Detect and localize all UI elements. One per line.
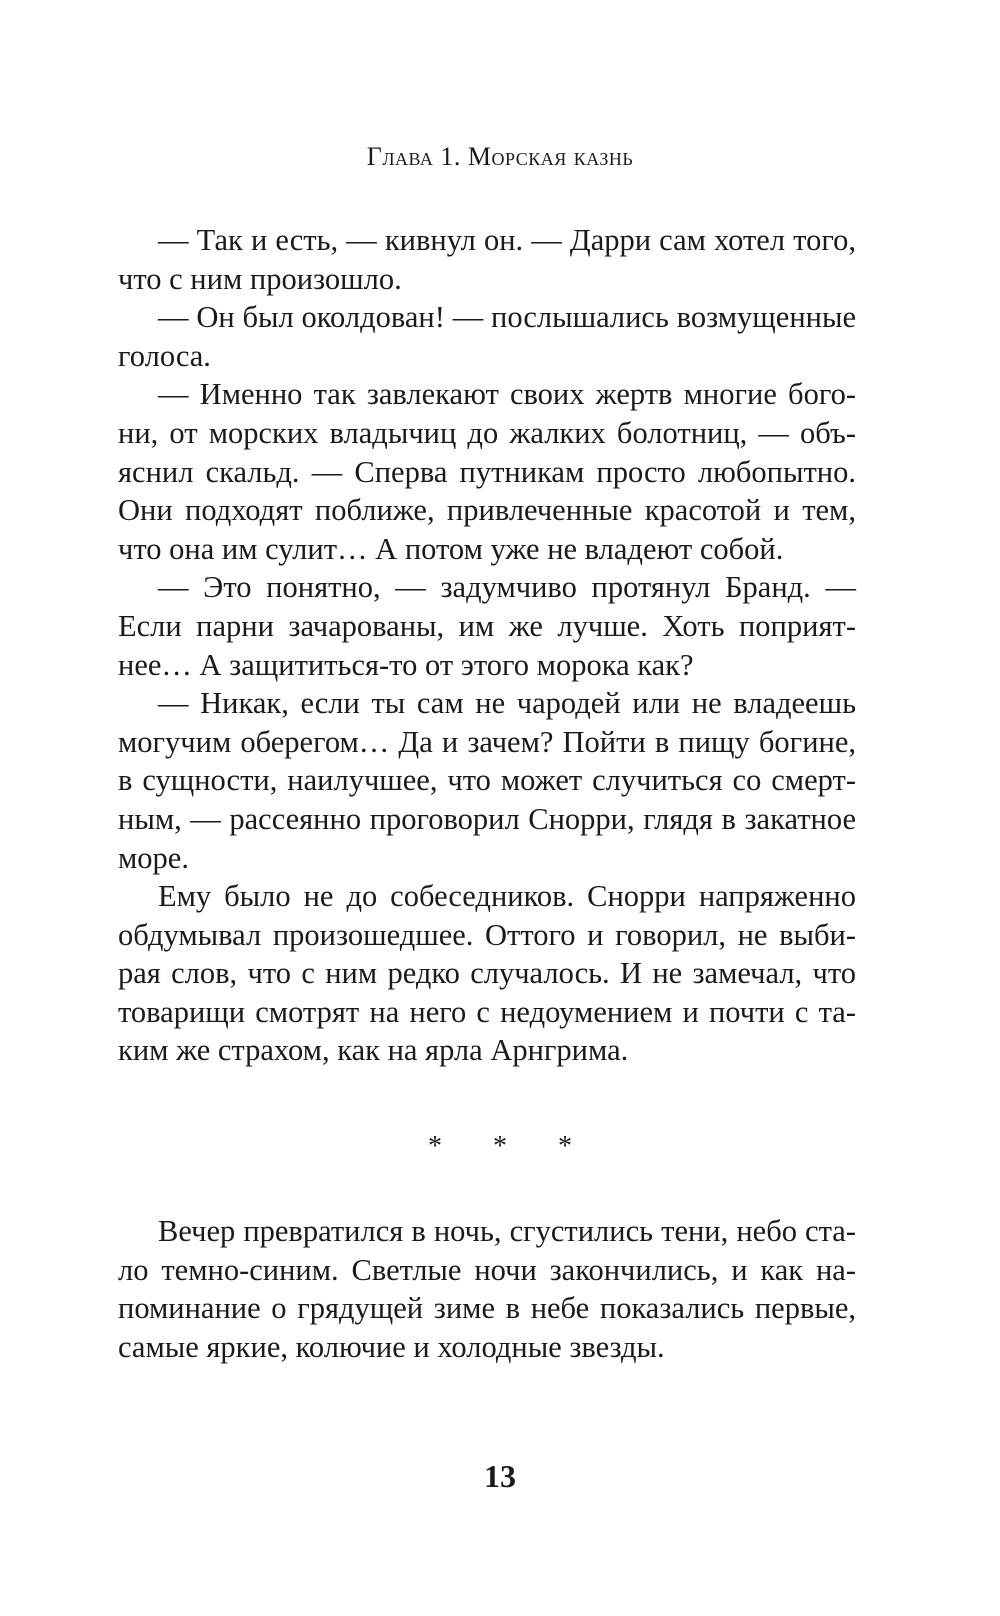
paragraph: — Он был околдован! — послышались возмущенные голоса.: [118, 300, 856, 373]
page-number: 13: [484, 1458, 516, 1494]
paragraph: — Никак, если ты сам не чародей или не владеешь могучим оберегом… Да и зачем? Пойти в пищу богине, в сущности, наилучшее, что может случиться со смертным, — рассеянно проговорил Снорри, глядя в закатное море.: [118, 686, 856, 875]
paragraph: — Это понятно, — задумчиво протянул Бранд. — Если парни зачарованы, им же лучше. Хоть поприятнее… А защититься-то от этого морока как?: [118, 570, 856, 682]
paragraph: — Именно так завлекают своих жертв многие богони, от морских владычиц до жалких болотниц, — объяснил скальд. — Сперва путникам просто любопытно. Они подходят поближе, привлеченные красотой и тем, что она им сулит… А потом уже не владеют собой.: [118, 377, 856, 566]
paragraph: — Так и есть, — кивнул он. — Дарри сам хотел того, что с ним произошло.: [118, 223, 856, 296]
paragraph: Ему было не до собеседников. Снорри напряженно обдумывал произошедшее. Оттого и говорил, не выбирая слов, что с ним редко случалось. И не замечал, что товарищи смотрят на него с недоумением и почти с таким же страхом, как на ярла Арнгрима.: [118, 879, 856, 1068]
chapter-running-head: Глава 1. Морская казнь: [366, 142, 634, 171]
paragraph: Вечер превратился в ночь, сгустились тени, небо стало темно-синим. Светлые ночи закончились, и как напоминание о грядущей зиме в небе показались первые, самые яркие, колючие и холодные звезды.: [118, 1214, 856, 1364]
main-text-block: [118, 221, 856, 1070]
section-text-block: [118, 1212, 856, 1366]
section-separator: * * *: [428, 1131, 594, 1162]
